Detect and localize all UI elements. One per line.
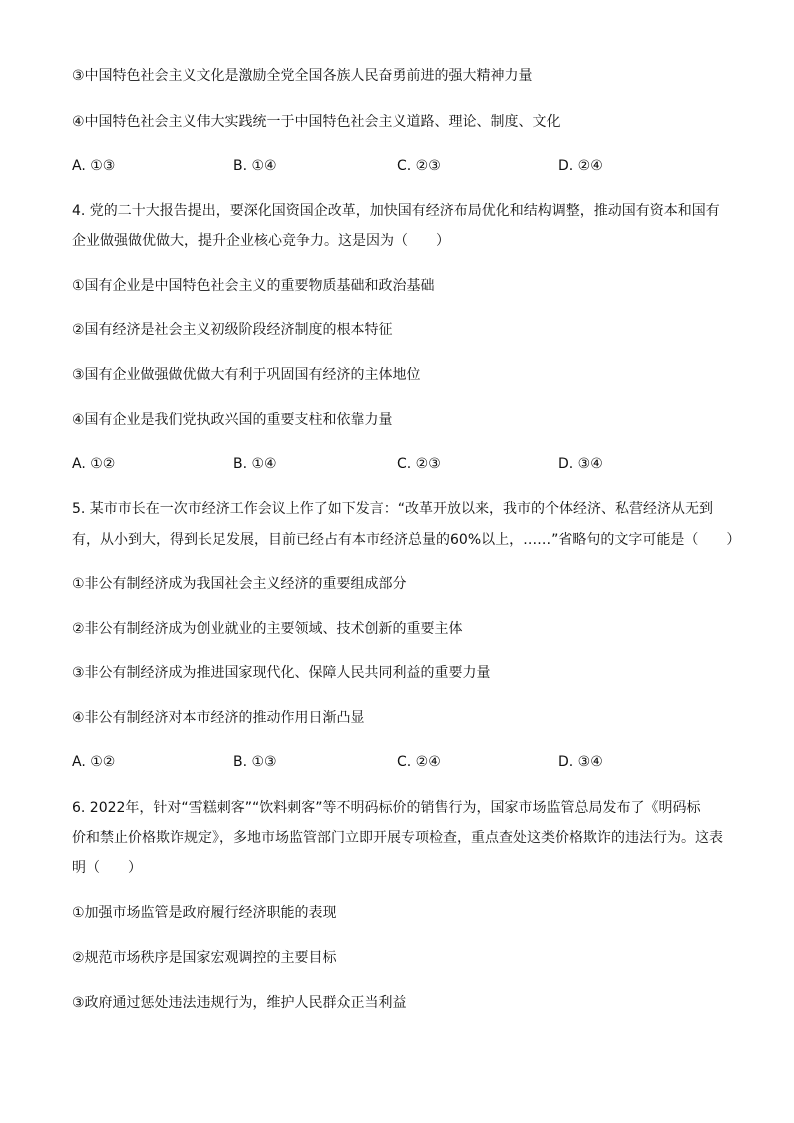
q3-option-a[interactable]: A. ①③	[72, 158, 116, 174]
q3-option-c[interactable]: C. ②③	[397, 158, 441, 174]
q6-stem-line-1: 6. 2022年，针对“雪糕刺客”“饮料刺客”等不明码标价的销售行为，国家市场监管总局发布了《明码标	[72, 800, 701, 816]
q3-option-d[interactable]: D. ②④	[558, 158, 603, 174]
q5-stem-line-1: 5. 某市市长在一次市经济工作会议上作了如下发言：“改革开放以来，我市的个体经济、私营经济从无到	[72, 501, 714, 517]
q5-item-3: ③非公有制经济成为推进国家现代化、保障人民共同利益的重要力量	[72, 665, 491, 681]
q6-item-3: ③政府通过惩处违法违规行为，维护人民群众正当利益	[72, 995, 407, 1011]
q5-item-4: ④非公有制经济对本市经济的推动作用日渐凸显	[72, 710, 365, 726]
q5-option-d[interactable]: D. ③④	[558, 754, 603, 770]
q3-item-4: ④中国特色社会主义伟大实践统一于中国特色社会主义道路、理论、制度、文化	[72, 114, 561, 130]
q5-item-2: ②非公有制经济成为创业就业的主要领域、技术创新的重要主体	[72, 621, 463, 637]
q6-item-2: ②规范市场秩序是国家宏观调控的主要目标	[72, 950, 337, 966]
q6-item-1: ①加强市场监管是政府履行经济职能的表现	[72, 905, 337, 921]
q5-option-b[interactable]: B. ①③	[233, 754, 277, 770]
q4-options	[72, 455, 732, 473]
q4-item-2: ②国有经济是社会主义初级阶段经济制度的根本特征	[72, 322, 393, 338]
q4-option-c[interactable]: C. ②③	[397, 456, 441, 472]
q4-item-3: ③国有企业做强做优做大有利于巩固国有经济的主体地位	[72, 367, 421, 383]
q6-stem-line-2: 价和禁止价格欺诈规定》，多地市场监管部门立即开展专项检查，重点查处这类价格欺诈的违法行为。这表	[72, 830, 723, 846]
q3-option-b[interactable]: B. ①④	[233, 158, 277, 174]
q5-options	[72, 753, 732, 771]
q5-option-a[interactable]: A. ①②	[72, 754, 116, 770]
q4-stem-line-1: 4. 党的二十大报告提出，要深化国资国企改革，加快国有经济布局优化和结构调整，推动国有资本和国有	[72, 203, 720, 219]
q5-option-c[interactable]: C. ②④	[397, 754, 441, 770]
q5-item-1: ①非公有制经济成为我国社会主义经济的重要组成部分	[72, 576, 407, 592]
q4-item-1: ①国有企业是中国特色社会主义的重要物质基础和政治基础	[72, 278, 435, 294]
q5-stem-line-2: 有，从小到大，得到长足发展，目前已经占有本市经济总量的60%以上，……”省略句的文字可能是（ ）	[72, 532, 741, 548]
q4-option-b[interactable]: B. ①④	[233, 456, 277, 472]
q4-item-4: ④国有企业是我们党执政兴国的重要支柱和依靠力量	[72, 412, 393, 428]
q3-item-3: ③中国特色社会主义文化是激励全党全国各族人民奋勇前进的强大精神力量	[72, 68, 533, 84]
q3-options	[72, 157, 732, 175]
q4-option-a[interactable]: A. ①②	[72, 456, 116, 472]
q6-stem-line-3: 明（ ）	[72, 860, 142, 876]
q4-stem-line-2: 企业做强做优做大，提升企业核心竞争力。这是因为（ ）	[72, 233, 450, 249]
q4-option-d[interactable]: D. ③④	[558, 456, 603, 472]
